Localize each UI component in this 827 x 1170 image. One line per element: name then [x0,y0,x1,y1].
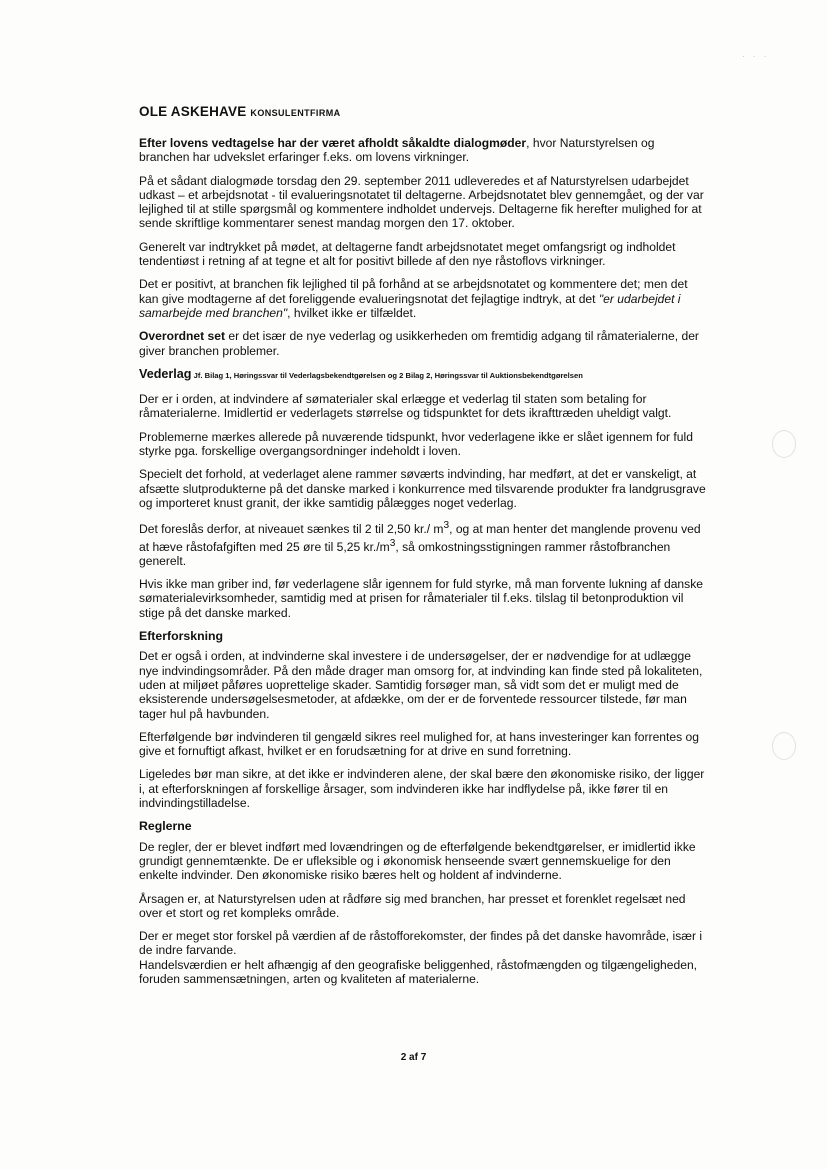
scan-speck-marks: · · · [742,52,770,61]
hole-punch-mark [772,430,796,458]
cubic-superscript: 3 [389,537,396,549]
positive-italic-quote: "er udarbejdet i samarbejde med branchen" [139,291,681,320]
overall-bold: Overordnet set [139,329,226,344]
reglerne-paragraph-4: Handelsværdien er helt afhængig af den geografiske beliggenhed, råstofmængden og tilgængeligheden, foruden sammensætningen, arten og kvaliteten af materialerne. [139,957,698,987]
reglerne-paragraph-3: Der er meget stor forskel på værdien af de råstofforekomster, der findes på det danske havområde, især i de indre farvande. [139,929,703,958]
hole-punch-mark [772,732,796,760]
vederlag-paragraph-3: Specielt det forhold, at vederlaget alene rammer søværts indvinding, har medført, at det er vanskeligt, at afsætte slutprodukterne på det danske marked i konkurrence med tilsvarende produkter fra landgrusgrave og importeret knust granit, der ikke samtidig pålægges noget vederlag. [139,467,706,510]
overall-paragraph [139,329,707,358]
positive-paragraph [139,277,707,320]
cubic-superscript: 3 [443,520,450,532]
efterforskning-paragraph-1: Det er også i orden, at indvinderne skal investere i de undersøgelser, der er nødvendige for at udlægge nye indvindingsområder. På den måde drager man omsorg for, at indvinding kan finde sted på lokaliteten, uden at miljøet påføres uoprettelige skader. Samtidig forsøger man, så vidt som det er muligt med de eksisterende undersøgelsesmetoder, at afdække, om der er de forventede ressourcer tilstede, før man tager hul på havbunden. [139,649,703,721]
vederlag-paragraph-2: Problemerne mærkes allerede på nuværende tidspunkt, hvor vederlagene ikke er slået igennem for fuld styrke pga. forskellige overgangsordninger indeholdt i loven. [139,429,693,459]
document-body [139,136,707,995]
reglerne-paragraph-2: Årsagen er, at Naturstyrelsen uden at rådføre sig med branchen, har presset et forenklet regelsæt ned over et stort og ret kompleks område. [139,891,686,920]
vederlag-paragraph-4 [139,519,707,568]
intro-bold: Efter lovens vedtagelse har der været afholdt såkaldte dialogmøder [139,136,527,150]
vederlag-paragraph-5: Hvis ikke man griber ind, før vederlagene slår igennem for fuld styrke, må man forvente lukning af danske sømaterialevirksomheder, samtidig med at prisen for råmaterialer til f.eks. tilslag til betonproduktion vil stige på det danske marked. [139,577,703,620]
positive-part2: , hvilket ikke er tilfældet. [287,305,417,320]
overall-rest: er det især de nye vederlag og usikkerheden om fremtidig adgang til råmaterialerne, der giver branchen problemer. [139,329,699,358]
proposal-part1: Det foreslås derfor, at niveauet sænkes til 2 til 2,50 kr./ m [139,522,444,537]
general-paragraph: Generelt var indtrykket på mødet, at deltagerne fandt arbejdsnotatet meget omfangsrigt og indholdet tendentiøst i retning af at tegne et alt for positivt billede af den nye råstoflovs virkninger. [139,239,676,269]
intro-paragraph [139,136,707,165]
letterhead-firm: KONSULENTFIRMA [250,108,341,118]
efterforskning-heading: Efterforskning [139,629,224,644]
efterforskning-paragraph-3: Ligeledes bør man sikre, at det ikke er indvinderen alene, der skal bære den økonomiske risiko, der ligger i, at efterforskningen af forskellige årsager, som indvinderen ikke har indflydelse på, ikke fører til en indvindingstilladelse. [139,767,705,811]
dialog-paragraph: På et sådant dialogmøde torsdag den 29. september 2011 udleveredes et af Naturstyrelsen udarbejdet udkast – et arbejdsnotat - til evalueringsnotatet til deltagerne. Arbejdsnotatet blev gennemgået, og der var lejlighed til at stille spørgsmål og kommentere indholdet undervejs. Deltagerne fik herefter mulighed for at sende skriftlige kommentarer senest mandag morgen den 17. oktober. [139,173,704,231]
proposal-part2: , og at man henter det manglende provenu ved at hæve råstofafgiften med 25 øre til 5,25 kr./m [139,522,701,554]
vederlag-heading [139,367,707,383]
reglerne-heading: Reglerne [139,819,192,834]
letterhead-name: OLE ASKEHAVE [139,104,247,119]
letterhead [139,104,341,119]
positive-part1: Det er positivt, at branchen fik lejlighed til på forhånd at se arbejdsnotatet og kommentere det; men det kan give modtagerne af det foreliggende evalueringsnotat det fejlagtige indtryk, at det [139,277,688,306]
proposal-part3: , så omkostningsstigningen rammer råstofbranchen generelt. [139,539,671,568]
vederlag-paragraph-1: Der er i orden, at indvindere af sømaterialer skal erlægge et vederlag til staten som betaling for råmaterialerne. Imidlertid er vederlagets størrelse og tidspunktet for dets ikrafttræden uheldigt valgt. [139,392,672,421]
vederlag-title: Vederlag [139,366,192,381]
reglerne-paragraph-1: De regler, der er blevet indført med lovændringen og de efterfølgende bekendtgørelser, er imidlertid ikke grundigt gennemtænkte. De er ufleksible og i økonomisk henseende svært gennemskuelige for den enkelte indvinder. Den økonomiske risiko bæres helt og holdent af indvinderne. [139,839,696,883]
page-number: 2 af 7 [400,1052,427,1063]
vederlag-reference: Jf. Bilag 1, Høringssvar til Vederlagsbekendtgørelsen og 2 Bilag 2, Høringssvar til Auktionsbekendtgørelsen [191,370,583,380]
efterforskning-paragraph-2: Efterfølgende bør indvinderen til gengæld sikres reel mulighed for, at hans investeringer kan forrentes og give et fornuftigt afkast, hvilket er en forudsætning for at drive en sund forretning. [139,729,699,759]
intro-rest: , hvor Naturstyrelsen og branchen har udvekslet erfaringer f.eks. om lovens virkninger. [139,136,655,165]
